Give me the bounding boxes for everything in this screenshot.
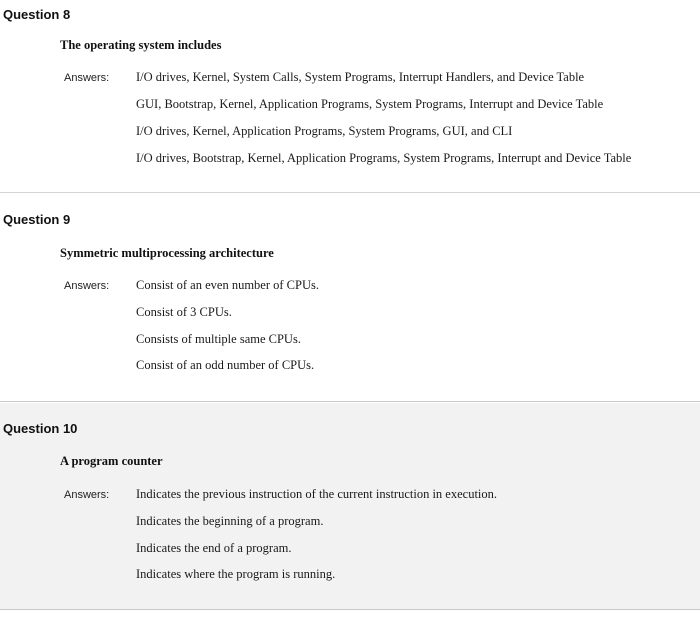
answer-option: Consists of multiple same CPUs. — [136, 332, 301, 346]
question-10-block — [0, 403, 700, 610]
answer-option: Consist of an even number of CPUs. — [136, 278, 319, 292]
answers-label: Answers: — [64, 280, 110, 292]
question-title: Question 10 — [3, 421, 78, 436]
answer-option: I/O drives, Bootstrap, Kernel, Application Programs, System Programs, Interrupt and Device Table — [136, 151, 632, 165]
answer-option: I/O drives, Kernel, Application Programs, System Programs, GUI, and CLI — [136, 124, 513, 138]
answers-label: Answers: — [64, 489, 110, 501]
answer-option: Indicates the previous instruction of the current instruction in execution. — [136, 487, 498, 501]
answer-option: GUI, Bootstrap, Kernel, Application Programs, System Programs, Interrupt and Device Table — [136, 97, 604, 111]
question-9-block — [0, 194, 700, 402]
question-prompt: Symmetric multiprocessing architecture — [60, 246, 274, 260]
question-title: Question 9 — [3, 212, 71, 227]
question-prompt: A program counter — [60, 454, 163, 468]
answer-option: Consist of 3 CPUs. — [136, 305, 232, 319]
question-prompt: The operating system includes — [60, 38, 222, 52]
answer-option: Indicates where the program is running. — [136, 567, 336, 581]
answer-option: Consist of an odd number of CPUs. — [136, 358, 315, 372]
question-title: Question 8 — [3, 7, 71, 22]
question-8-block — [0, 0, 700, 193]
answer-option: Indicates the beginning of a program. — [136, 514, 324, 528]
answer-option: I/O drives, Kernel, System Calls, System Programs, Interrupt Handlers, and Device Table — [136, 70, 585, 84]
answer-option: Indicates the end of a program. — [136, 541, 292, 555]
answers-label: Answers: — [64, 72, 110, 84]
